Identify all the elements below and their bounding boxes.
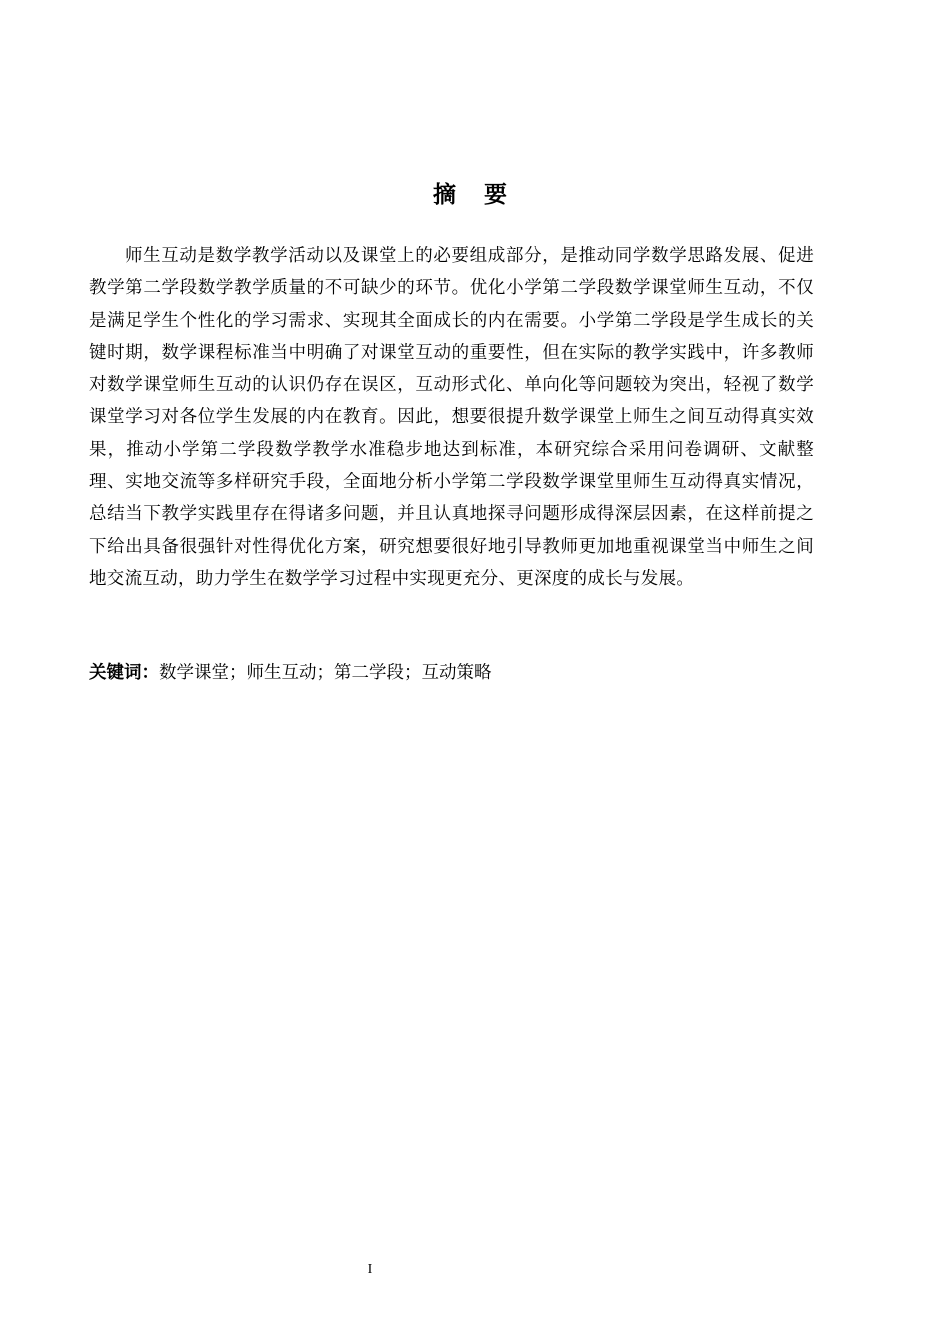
- keywords-line: [89, 657, 814, 689]
- abstract-title: 摘 要: [432, 182, 517, 208]
- keywords-label: 关键词：: [89, 663, 159, 683]
- keywords-list: 数学课堂；师生互动；第二学段；互动策略: [159, 663, 492, 683]
- page-number: I: [367, 1262, 373, 1277]
- abstract-body: 师生互动是数学教学活动以及课堂上的必要组成部分，是推动同学数学思路发展、促进教学第二学段数学教学质量的不可缺少的环节。优化小学第二学段数学课堂师生互动，不仅是满足学生个性化的学习需求、实现其全面成长的内在需要。小学第二学段是学生成长的关键时期，数学课程标准当中明确了对课堂互动的重要性，但在实际的教学实践中，许多教师对数学课堂师生互动的认识仍存在误区，互动形式化、单向化等问题较为突出，轻视了数学课堂学习对各位学生发展的内在教育。因此，想要很提升数学课堂上师生之间互动得真实效果，推动小学第二学段数学教学水准稳步地达到标准，本研究综合采用问卷调研、文献整理、实地交流等多样研究手段，全面地分析小学第二学段数学课堂里师生互动得真实情况，总结当下教学实践里存在得诸多问题，并且认真地探寻问题形成得深层因素，在这样前提之下给出具备很强针对性得优化方案，研究想要很好地引导教师更加地重视课堂当中师生之间地交流互动，助力学生在数学学习过程中实现更充分、更深度的成长与发展。: [89, 246, 814, 589]
